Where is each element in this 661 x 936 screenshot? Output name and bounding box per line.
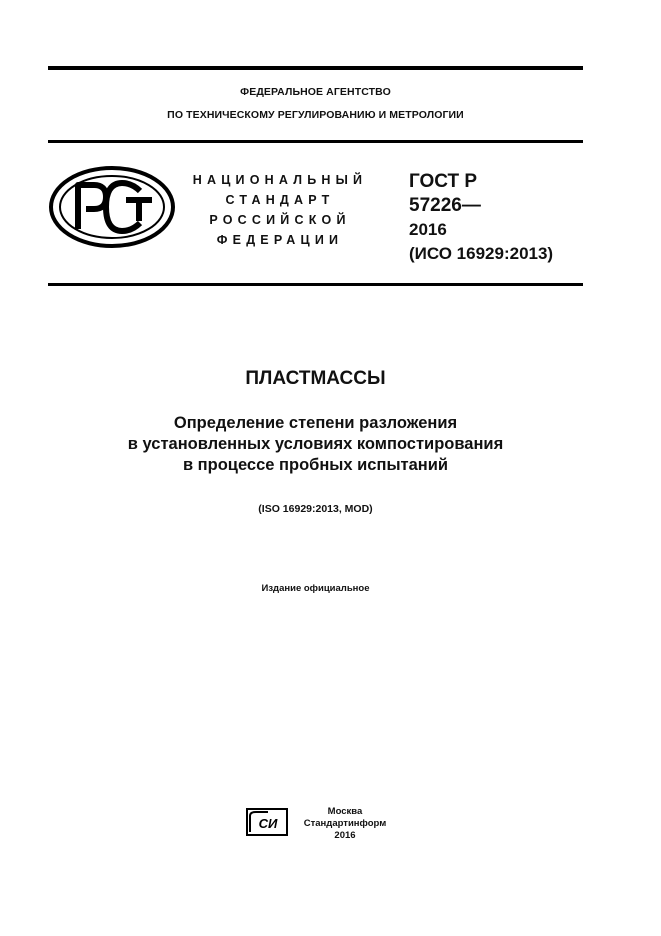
gost-designation-line-2: 57226— xyxy=(409,195,481,216)
standartinform-logo-icon xyxy=(246,808,288,836)
top-rule xyxy=(48,66,583,70)
agency-line-2: ПО ТЕХНИЧЕСКОМУ РЕГУЛИРОВАНИЮ И МЕТРОЛОГИИ xyxy=(167,109,464,121)
middle-rule xyxy=(48,283,583,286)
agency-line-1: ФЕДЕРАЛЬНОЕ АГЕНТСТВО xyxy=(240,86,391,98)
gost-designation-line-3: 2016 xyxy=(409,220,447,239)
publisher-name: Стандартинформ xyxy=(303,818,387,829)
national-standard-line-2: СТАНДАРТ xyxy=(225,193,335,207)
publisher-city: Москва xyxy=(327,806,363,817)
header-rule xyxy=(48,140,583,143)
publisher-year: 2016 xyxy=(334,830,356,841)
document-subtitle-line-3: в процессе пробных испытаний xyxy=(182,456,449,474)
document-subtitle-line-2: в установленных условиях компостирования xyxy=(127,435,504,453)
document-subtitle-line-1: Определение степени разложения xyxy=(173,414,458,432)
national-standard-line-3: РОССИЙСКОЙ xyxy=(209,213,351,227)
document-title: ПЛАСТМАССЫ xyxy=(245,368,386,389)
gost-r-certification-mark-icon xyxy=(48,165,176,249)
gost-designation-line-4: (ИСО 16929:2013) xyxy=(409,244,554,263)
national-standard-line-1: НАЦИОНАЛЬНЫЙ xyxy=(192,173,368,187)
edition-label: Издание официальное xyxy=(261,583,370,594)
standartinform-logo-text: СИ xyxy=(258,816,278,831)
iso-reference: (ISO 16929:2013, MOD) xyxy=(258,503,373,515)
gost-designation-line-1: ГОСТ Р xyxy=(409,171,478,192)
national-standard-line-4: ФЕДЕРАЦИИ xyxy=(216,233,344,247)
